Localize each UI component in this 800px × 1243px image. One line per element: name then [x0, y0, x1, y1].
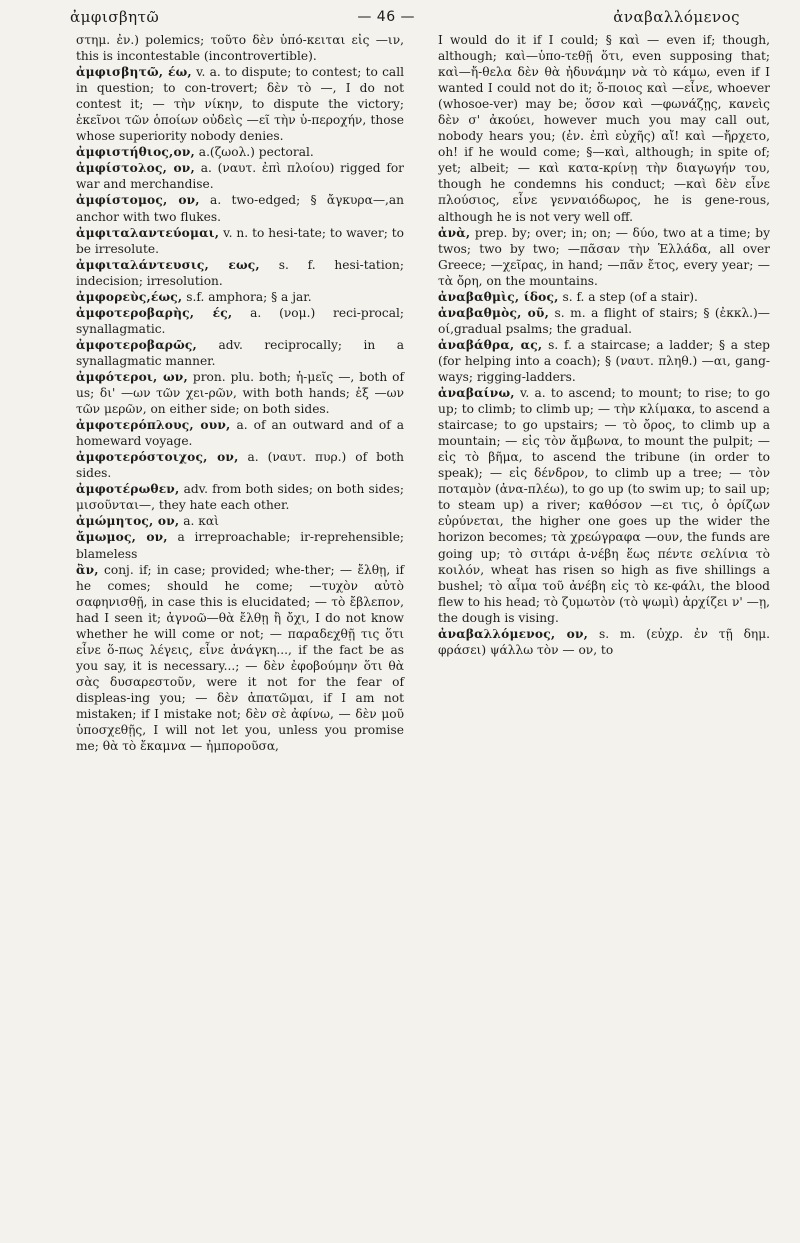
dictionary-entry	[76, 337, 404, 369]
entry-definition: a. καὶ	[183, 514, 219, 529]
entry-definition: v. a. to ascend; to mount; to rise; to go up; to climb; to climb up; — τὴν κλίμακα, to ascend a staircase; to go upstairs; — τὸ ὄρος, to climb up a mountain; — εἰς τὸν ἄμβωνα, to mount the pulpit; — εἰς τὸ βῆμα, to ascend the tribune (in order to speak); — εἰς δένδρον, to climb up a tree; — τὸν ποταμὸν (ἀνα-πλέω), to go up (to swim up; to sail up; to steam up) a river; καθόσον —ει τις, ὁ ὁρίζων εὐρύνεται, the higher one goes up the wider the horizon becomes; τὰ χρεώγραφα —ουν, the funds are going up; τὸ σιτάρι ἀ-νέβη ἕως πέντε σελίνια τὸ κοιλόν, wheat has risen so high as five shillings a bushel; τὸ αἷμα τοῦ ἀνέβη εἰς τὸ κε-φάλι, the blood flew to his head; τὸ ζυμωτὸν (τὸ ψωμὶ) ἀρχίζει ν' —ῃ, the dough is vising.	[438, 386, 771, 625]
entry-definition: s. f. a step (of a stair).	[562, 289, 698, 304]
dictionary-entry	[76, 144, 404, 160]
dictionary-entry	[76, 160, 404, 192]
dictionary-entry	[76, 64, 404, 144]
entry-headword: ἀμφοτερόστοιχος, ον,	[76, 450, 239, 465]
dictionary-entry	[76, 417, 404, 449]
entry-headword: ἀμφιστήθιος,ον,	[76, 145, 195, 160]
entry-definition: v. n. to hesi-tate; to waver; to be irresolute.	[76, 225, 404, 256]
entry-definition: a. (ναυτ. ἐπὶ πλοίου) rigged for war and merchandise.	[76, 161, 404, 192]
entry-definition: conj. if; in case; provided; whe-ther; — ἔλθῃ, if he comes; should he come; —τυχὸν αὐτὸ σαφηνισθῇ, in case this is elucidated; — τὸ ἔβλεπον, had I seen it; ἀγνοῶ—θὰ ἔλθῃ ἢ ὄχι, I do not know whether he will come or not; — παραδεχθῇ τις ὅτι εἶνε ὅ-πως λέγεις, εἶνε ἀνάγκη..., if the fact be as you say, it is necessary...; — δὲν ἐφοβούμην ὅτι θὰ σὰς δυσαρεστοῦν, were it not for the fear of displeas-ing you; — δὲν ἀπατῶμαι, if I am not mistaken; if I mistake not; δὲν σὲ ἀφίνω, — δὲν μοῦ ὑποσχεθῇς, I will not let you, unless you promise me; θὰ τὸ ἔκαμνα — ἠμποροῦσα,	[76, 562, 404, 754]
entry-definition: adv. from both sides; on both sides; μισοῦνται—, they hate each other.	[76, 482, 404, 513]
entry-headword: ἀναβαθμὸς, οῦ,	[438, 305, 550, 320]
dictionary-entry	[76, 513, 404, 529]
dictionary-entry	[76, 449, 404, 481]
header-right-word: ἀναβαλλόμενος	[613, 8, 740, 26]
entry-headword: ἀμφιταλάντευσις, εως,	[76, 257, 260, 272]
entry-headword: ἀμφοτεροβαρῶς,	[76, 337, 197, 352]
entry-definition: s. m. (εὐχρ. ἐν τῇ δημ. φράσει) ψάλλω τὸν — ον, to	[438, 626, 771, 657]
entry-definition: s.f. amphora; § a jar.	[186, 289, 312, 304]
dictionary-entry	[76, 529, 404, 561]
entry-definition: a. (νομ.) reci-procal; synallagmatic.	[76, 305, 404, 336]
dictionary-entry	[76, 562, 404, 755]
entry-definition: a.(ζωολ.) pectoral.	[198, 145, 314, 160]
entry-headword: ἀμφίστομος, ον,	[76, 193, 200, 208]
entry-headword: ἄμωμος, ον,	[76, 530, 168, 545]
dictionary-entry	[438, 626, 770, 658]
entry-headword: ἀναβαλλόμενος, ον,	[438, 626, 589, 641]
page-number: — 46 —	[357, 9, 416, 25]
dictionary-entry	[438, 225, 770, 289]
entry-headword: ἂν,	[76, 562, 99, 577]
dictionary-entry	[438, 337, 770, 385]
page-header	[70, 6, 740, 28]
entry-definition: s. m. a flight of stairs; § (ἐκκλ.)—οί,gradual psalms; the gradual.	[438, 305, 770, 336]
entry-headword: ἀμφιταλαντεύομαι,	[76, 225, 220, 240]
dictionary-entry	[438, 32, 770, 225]
entry-definition: s. f. hesi-tation; indecision; irresolution.	[76, 257, 405, 288]
entry-headword: ἀναβάθρα, ας,	[438, 337, 543, 352]
dictionary-entry	[438, 305, 770, 337]
entry-definition: v. a. to dispute; to contest; to call in question; to con-trovert; δὲν τὸ —, I do not contest it; — τὴν νίκην, to dispute the victory; ἐκεῖνοι τῶν ὁποίων οὐδεὶς —εῖ τὴν ὑ-περοχήν, those whose superiority nobody denies.	[76, 65, 404, 144]
entry-headword: ἀμώμητος, ον,	[76, 514, 180, 529]
entry-headword: ἀμφισβητῶ, έω,	[76, 65, 192, 80]
dictionary-entry	[76, 289, 404, 305]
dictionary-entry	[76, 481, 404, 513]
entry-headword: ἀναβαθμὶς, ίδος,	[438, 289, 559, 304]
left-column	[76, 32, 404, 754]
entry-definition: prep. by; over; in; on; — δύο, two at a time; by twos; two by two; —πᾶσαν τὴν Ἑλλάδα, all over Greece; —χεῖρας, in hand; —πᾶν ἔτος, every year; — τὰ ὄρη, on the mountains.	[438, 225, 770, 288]
dictionary-entry	[76, 369, 404, 417]
dictionary-entry	[76, 225, 404, 257]
entry-headword: ἀμφοτερόπλους, ουν,	[76, 418, 231, 433]
entry-definition: a. two-edged; § ἄγκυρα—,an anchor with two flukes.	[76, 193, 404, 224]
header-left-word: ἀμφισβητῶ	[70, 8, 160, 26]
entry-headword: ἀναβαίνω,	[438, 386, 515, 401]
dictionary-entry	[438, 385, 770, 626]
dictionary-entry	[76, 192, 404, 224]
right-column	[438, 32, 770, 658]
entry-definition: adv. reciprocally; in a synallagmatic manner.	[76, 337, 404, 368]
entry-headword: ἀμφοτέρωθεν,	[76, 482, 180, 497]
entry-headword: ἀμφορεὺς,έως,	[76, 289, 183, 304]
dictionary-entry	[438, 289, 770, 305]
entry-definition: s. f. a staircase; a ladder; § a step (for helping into a coach); § (ναυτ. πληθ.) —αι, gang-ways; rigging-ladders.	[438, 337, 770, 384]
entry-definition: a irreproachable; ir-reprehensible; blameless	[76, 530, 405, 561]
entry-headword: ἀνὰ,	[438, 225, 471, 240]
entry-headword: ἀμφοτεροβαρὴς, ές,	[76, 305, 233, 320]
dictionary-entry	[76, 32, 404, 64]
entry-definition: στημ. ἐν.) polemics; τοῦτο δὲν ὑπό-κειται εἰς —ιν, this is incontestable (incontrovertible).	[76, 33, 404, 64]
entry-definition: a. of an outward and of a homeward voyage.	[76, 418, 404, 449]
dictionary-entry	[76, 305, 404, 337]
dictionary-entry	[76, 257, 404, 289]
entry-definition: pron. plu. both; ἡ-μεῖς —, both of us; δι' —ων τῶν χει-ρῶν, with both hands; ἐξ —ων τῶν μερῶν, on either side; on both sides.	[76, 369, 405, 417]
entry-headword: ἀμφίστολος, ον,	[76, 161, 195, 176]
entry-headword: ἀμφότεροι, ων,	[76, 369, 188, 384]
entry-definition: a. (ναυτ. πυρ.) of both sides.	[76, 450, 404, 481]
entry-definition: I would do it if I could; § καὶ — even if; though, although; καὶ—ὑπο-τεθῇ ὅτι, even supposing that; καὶ—ἤ-θελα δὲν θὰ ἠδυνάμην νὰ τὸ κάμω, even if I wanted I could not do it; ὅ-ποιος καὶ —εἶνε, whoever (whosoe-ver) may be; ὅσον καὶ —φωνάζῃς, κανεὶς δὲν σ' ἀκούει, however much you may call out, nobody hears you; (ἐν. ἐπὶ εὐχῆς) αἴ! καὶ —ἤρχετο, oh! if he would come; §—καὶ, although; in spite of; yet; albeit; — καὶ κατα-κρίνῃ τὴν διαγωγήν του, though he condemns his conduct; —καὶ δὲν εἶνε πλούσιος, εἶνε γενναιόδωρος, he is gene-rous, although he is not very well off.	[438, 33, 770, 224]
